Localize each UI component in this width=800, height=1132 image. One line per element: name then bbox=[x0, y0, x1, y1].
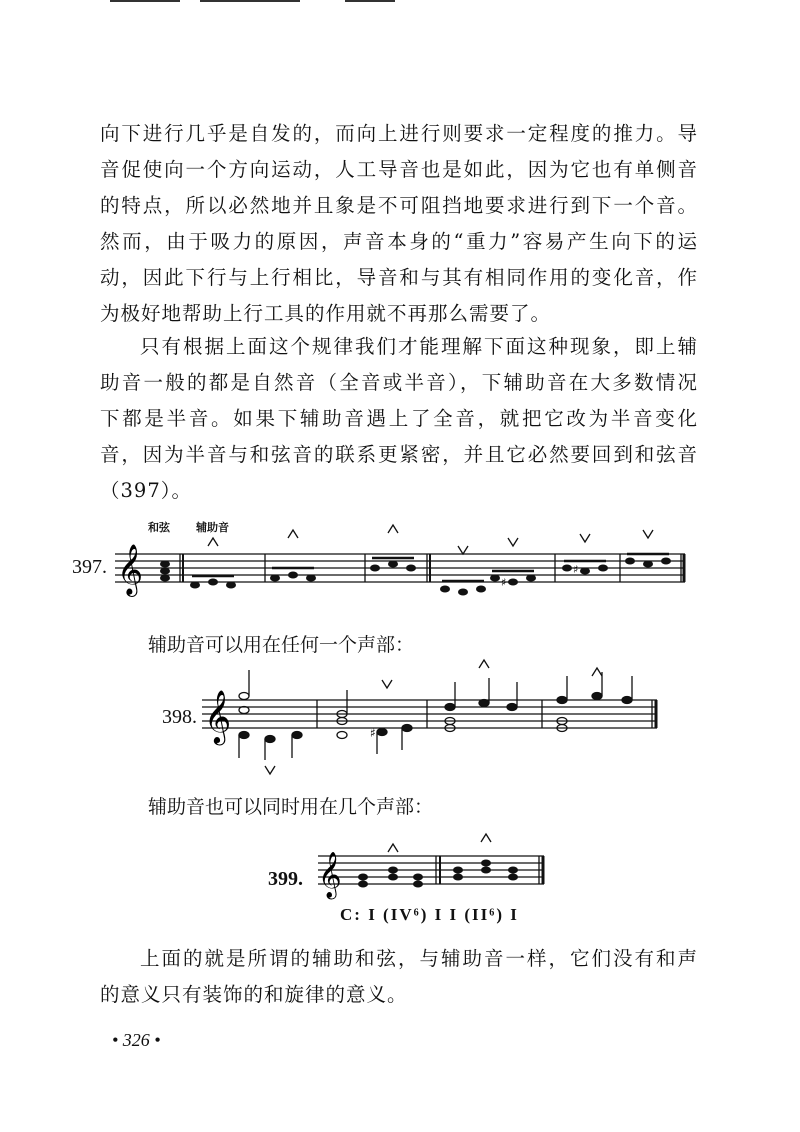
paragraph-2 bbox=[100, 329, 698, 509]
text-line: 音促使向一个方向运动，人工导音也是如此，因为它也有单侧音 bbox=[100, 158, 698, 181]
music-staff-397 bbox=[115, 528, 690, 608]
text-line: 向下进行几乎是自发的，而向上进行则要求一定程度的推力。导 bbox=[100, 122, 698, 145]
music-staff-399 bbox=[318, 838, 548, 908]
text-line: 上面的就是所谓的辅助和弦，与辅助音一样，它们没有和声 bbox=[140, 947, 698, 970]
treble-clef-icon: 𝄞 bbox=[318, 852, 342, 898]
example-number-398: 398. bbox=[162, 706, 197, 728]
sharp-icon: ♯ bbox=[501, 576, 507, 589]
text-line: 的意义只有装饰的和旋律的意义。 bbox=[100, 983, 408, 1006]
paragraph-1 bbox=[100, 116, 698, 332]
chord-labels-399: C: I (IV⁶) I I (II⁶) I bbox=[340, 905, 519, 924]
ex397-chord-label: 和弦 bbox=[148, 521, 170, 534]
label-398: 辅助音可以用在任何一个声部： bbox=[148, 634, 415, 656]
text-line: 下都是半音。如果下辅助音遇上了全音，就把它改为半音变化 bbox=[100, 407, 698, 430]
text-line: 的特点，所以必然地并且象是不可阻挡地要求进行到下一个音。 bbox=[100, 194, 698, 217]
example-number-397: 397. bbox=[72, 556, 107, 578]
top-rule bbox=[110, 0, 180, 2]
text-line: （397）。 bbox=[100, 479, 192, 502]
paragraph-3 bbox=[100, 941, 698, 1013]
ex397-aux-label: 辅助音 bbox=[196, 521, 229, 534]
music-staff-398 bbox=[202, 670, 662, 780]
top-rule bbox=[345, 0, 395, 2]
text-line: 动，因此下行与上行相比，导音和与其有相同作用的变化音，作 bbox=[100, 266, 698, 289]
text-line: 然而，由于吸力的原因，声音本身的“重力”容易产生向下的运 bbox=[100, 230, 698, 253]
page-number: • 326 • bbox=[112, 1030, 161, 1050]
text-line: 音，因为半音与和弦音的联系更紧密，并且它必然要回到和弦音 bbox=[100, 443, 698, 466]
sharp-icon: ♯ bbox=[573, 563, 579, 576]
sharp-icon: ♯ bbox=[370, 726, 376, 740]
top-rule bbox=[200, 0, 300, 2]
treble-clef-icon: 𝄞 bbox=[204, 689, 232, 743]
text-line: 助音一般的都是自然音（全音或半音），下辅助音在大多数情况 bbox=[100, 371, 698, 394]
label-399: 辅助音也可以同时用在几个声部： bbox=[148, 796, 434, 818]
treble-clef-icon: 𝄞 bbox=[117, 544, 144, 595]
text-line: 为极好地帮助上行工具的作用就不再那么需要了。 bbox=[100, 302, 552, 325]
text-line: 只有根据上面这个规律我们才能理解下面这种现象，即上辅 bbox=[140, 335, 698, 358]
example-number-399: 399. bbox=[268, 868, 303, 890]
